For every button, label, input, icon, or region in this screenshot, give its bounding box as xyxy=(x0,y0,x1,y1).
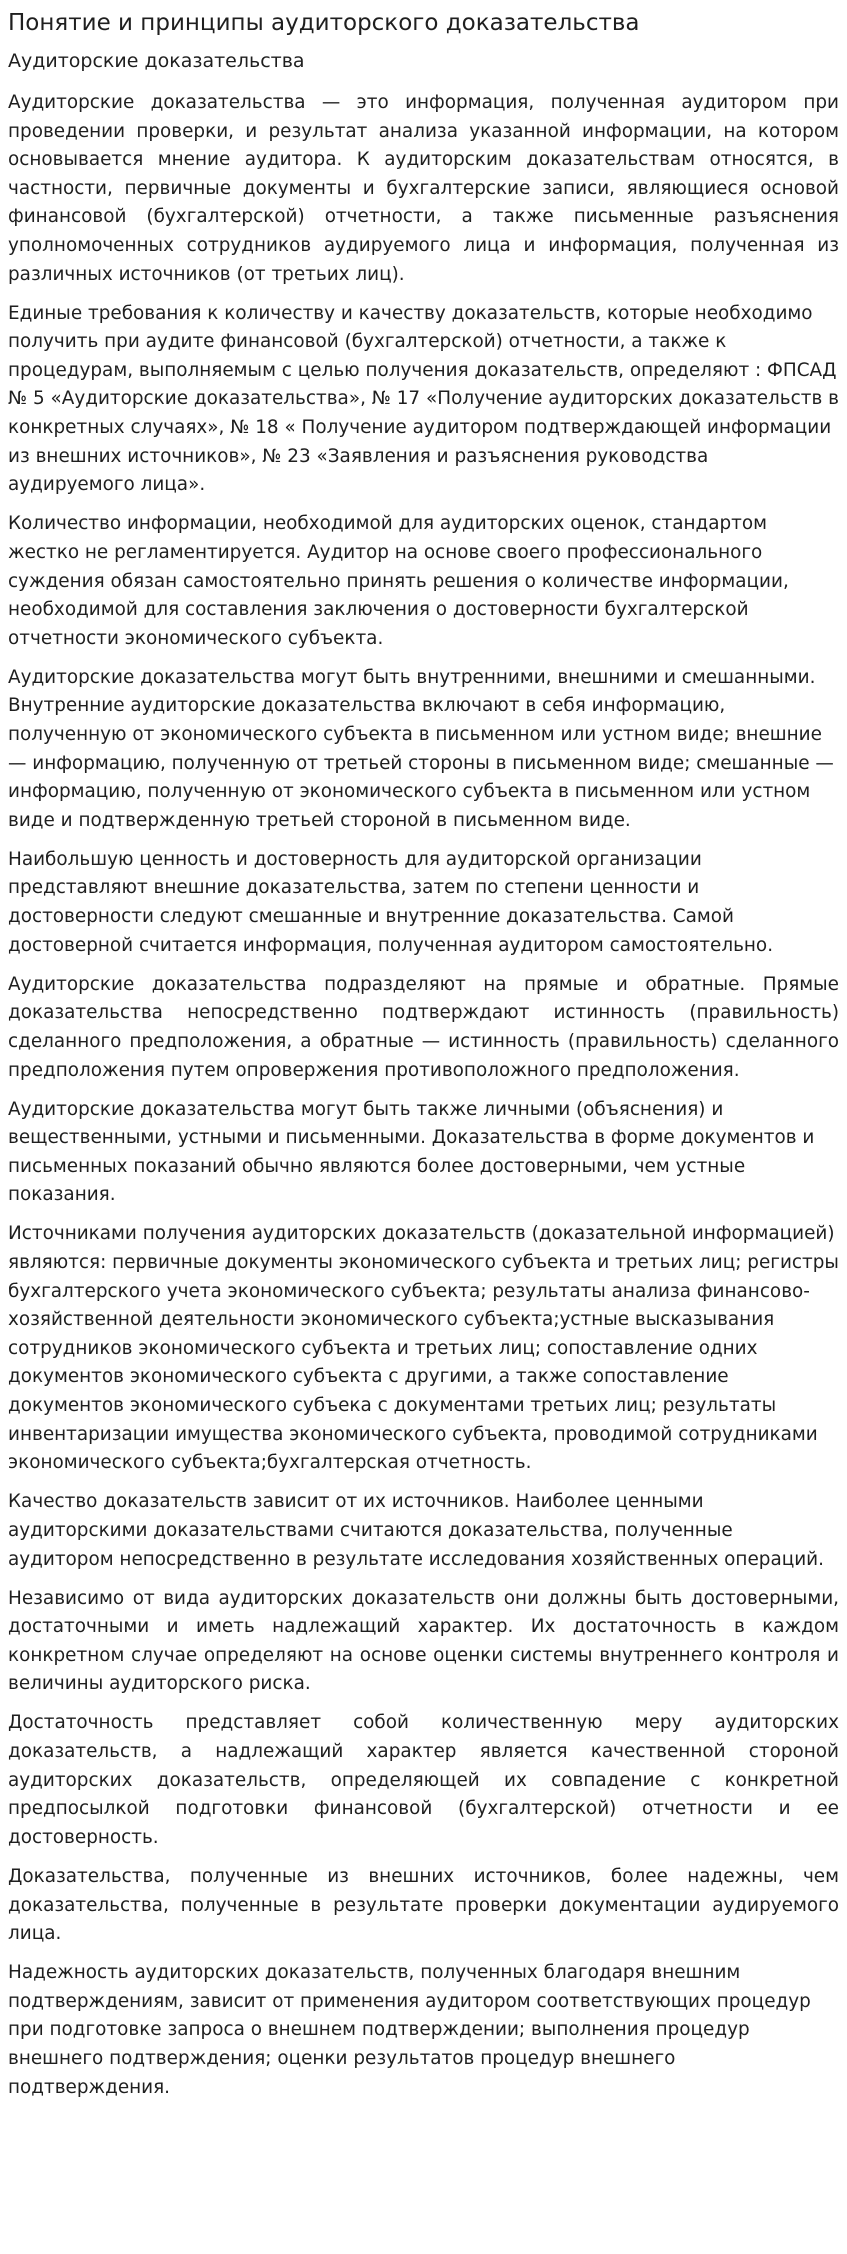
paragraph: Качество доказательств зависит от их источников. Наиболее ценными аудиторскими доказательствами считаются доказательства, полученные аудитором непосредственно в результате исследования хозяйственных операций. xyxy=(8,1491,824,1570)
paragraph: Аудиторские доказательства могут быть внутренними, внешними и смешанными. Внутренние аудиторские доказательства включают в себя информацию, полученную от экономического субъекта в письменном или устном виде; внешние — информацию, полученную от третьей стороны в письменном виде; смешанные — информацию, полученную от экономического субъекта в письменном или устном виде и подтвержденную третьей стороной в письменном виде. xyxy=(8,666,834,831)
paragraph: Единые требования к количеству и качеству доказательств, которые необходимо получить при аудите финансовой (бухгалтерской) отчетности, а также к процедурам, выполняемым с целью получения доказательств, определяют : ФПСАД № 5 «Аудиторские доказательства», № 17 «Получение аудиторских доказательств в конкретных случаях», № 18 « Получение аудитором подтверждающей информации из внешних источников», № 23 «Заявления и разъяснения руководства аудируемого лица». xyxy=(8,302,839,496)
paragraph: Независимо от вида аудиторских доказательств они должны быть достоверными, достаточными и иметь надлежащий характер. Их достаточность в каждом конкретном случае определяют на основе оценки системы внутреннего контроля и величины аудиторского риска. xyxy=(8,1587,839,1695)
section-heading: Аудиторские доказательства xyxy=(8,50,305,72)
paragraph: Наибольшую ценность и достоверность для аудиторской организации представляют внешние доказательства, затем по степени ценности и достоверности следуют смешанные и внутренние доказательства. Самой достоверной считается информация, полученная аудитором самостоятельно. xyxy=(8,848,774,956)
paragraph: Количество информации, необходимой для аудиторских оценок, стандартом жестко не регламентируется. Аудитор на основе своего профессионального суждения обязан самостоятельно принять решения о количестве информации, необходимой для составления заключения о достоверности бухгалтерской отчетности экономического субъекта. xyxy=(8,513,789,649)
page-title: Понятие и принципы аудиторского доказательства xyxy=(8,10,640,36)
paragraph: Аудиторские доказательства подразделяют на прямые и обратные. Прямые доказательства непосредственно подтверждают истинность (правильность) сделанного предположения, а обратные — истинность (правильность) сделанного предположения путем опровержения противоположного предположения. xyxy=(8,973,839,1081)
paragraph: Аудиторские доказательства могут быть также личными (объяснения) и вещественными, устными и письменными. Доказательства в форме документов и письменных показаний обычно являются более достоверными, чем устные показания. xyxy=(8,1098,815,1206)
article-body xyxy=(8,89,839,2102)
paragraph: Доказательства, полученные из внешних источников, более надежны, чем доказательства, полученные в результате проверки документации аудируемого лица. xyxy=(8,1865,839,1945)
paragraph: Надежность аудиторских доказательств, полученных благодаря внешним подтверждениям, зависит от применения аудитором соответствующих процедур при подготовке запроса о внешнем подтверждении; выполнения процедур внешнего подтверждения; оценки результатов процедур внешнего подтверждения. xyxy=(8,1962,811,2098)
paragraph: Источниками получения аудиторских доказательств (доказательной информацией) являются: первичные документы экономического субъекта и третьих лиц; регистры бухгалтерского учета экономического субъекта; результаты анализа финансово-хозяйственной деятельности экономического субъекта;устные высказывания сотрудников экономического субъекта и третьих лиц; сопоставление одних документов экономического субъекта с другими, а также сопоставление документов экономического субъека с документами третьих лиц; результаты инвентаризации имущества экономического субъекта, проводимой сотрудниками экономического субъекта;бухгалтерская отчетность. xyxy=(8,1223,839,1474)
paragraph: Достаточность представляет собой количественную меру аудиторских доказательств, а надлежащий характер является качественной стороной аудиторских доказательств, определяющей их совпадение с конкретной предпосылкой подготовки финансовой (бухгалтерской) отчетности и ее достоверность. xyxy=(8,1712,839,1848)
paragraph: Аудиторские доказательства — это информация, полученная аудитором при проведении проверки, и результат анализа указанной информации, на котором основывается мнение аудитора. К аудиторским доказательствам относятся, в частности, первичные документы и бухгалтерские записи, являющиеся основой финансовой (бухгалтерской) отчетности, а также письменные разъяснения уполномоченных сотрудников аудируемого лица и информация, полученная из различных источников (от третьих лиц). xyxy=(8,92,839,285)
